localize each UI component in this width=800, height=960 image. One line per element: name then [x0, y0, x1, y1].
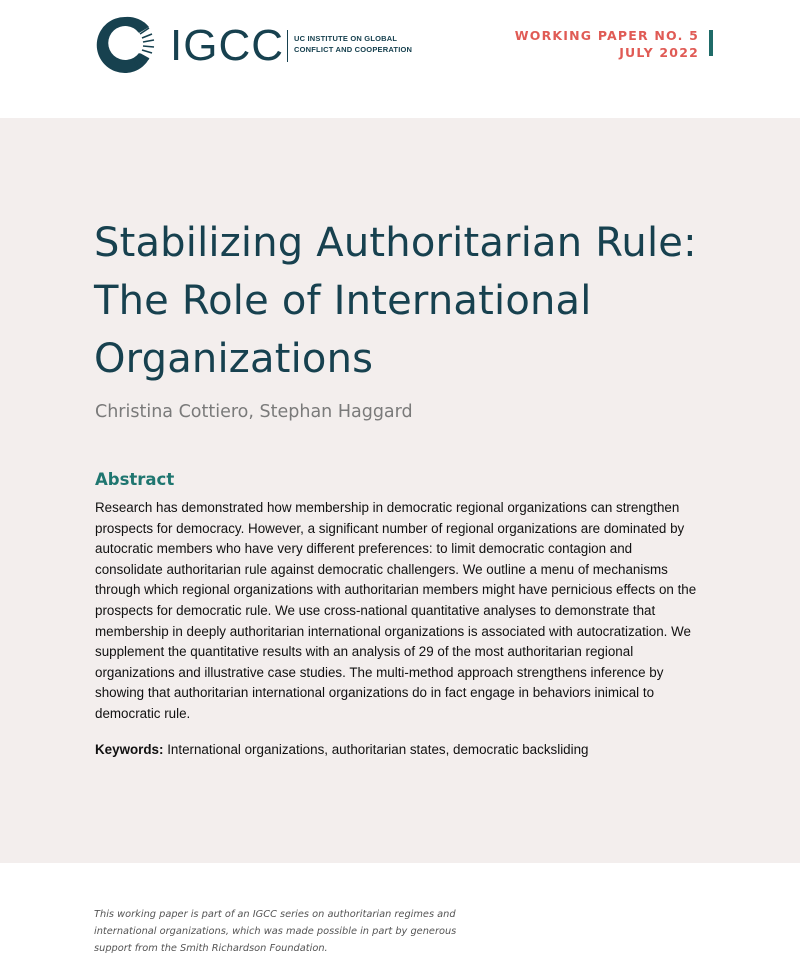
- igcc-logo-icon: [93, 13, 157, 77]
- logo-wordmark: IGCC: [170, 21, 284, 70]
- abstract-heading: Abstract: [95, 470, 175, 489]
- keywords: [95, 742, 588, 757]
- page-header: [0, 0, 800, 118]
- title-line: The Role of International: [94, 278, 592, 324]
- keywords-label: Keywords:: [95, 742, 164, 757]
- abstract-line: organizations and illustrative case studies. The multi-method approach strengthens inference by: [95, 664, 664, 680]
- logo-subtitle: [294, 33, 412, 55]
- title-line: Stabilizing Authoritarian Rule:: [94, 220, 697, 266]
- paper-number: WORKING PAPER NO. 5: [514, 28, 699, 43]
- abstract-line: showing that authoritarian international organizations do in fact engage in behaviors inimical to: [95, 685, 655, 701]
- logo-divider: [287, 30, 288, 62]
- abstract-line: consolidate authoritarian rule against democratic challengers. We outline a menu of mechanisms: [95, 561, 668, 577]
- abstract-line: prospects for democracy. However, a significant number of regional organizations are dominated by: [95, 520, 685, 536]
- abstract-line: democratic rule.: [95, 705, 191, 721]
- paper-meta: [515, 27, 699, 61]
- paper-date: JULY 2022: [619, 45, 699, 60]
- funding-note-line: This working paper is part of an IGCC series on authoritarian regimes and: [94, 909, 456, 920]
- keywords-value: International organizations, authoritarian states, democratic backsliding: [163, 742, 589, 757]
- abstract-body: [95, 498, 710, 725]
- meta-accent-bar: [709, 30, 713, 56]
- abstract-line: supplement the quantitative results with an analysis of 29 of the most authoritarian regional: [95, 644, 634, 660]
- abstract-line: Research has demonstrated how membership in democratic regional organizations can strengthen: [95, 500, 680, 515]
- abstract-line: prospects for democratic rule. We use cross-national quantitative analyses to demonstrate that: [95, 602, 656, 618]
- paper-authors: Christina Cottiero, Stephan Haggard: [95, 402, 413, 422]
- abstract-line: membership in deeply authoritarian international organizations is associated with autocratization. We: [95, 623, 691, 639]
- abstract-line: autocratic members who have very different preferences: to limit democratic contagion and: [95, 541, 633, 557]
- funding-note-line: international organizations, which was made possible in part by generous: [94, 926, 457, 937]
- paper-title: [94, 214, 734, 388]
- logo-subtitle-line-1: UC INSTITUTE ON GLOBAL: [294, 34, 398, 43]
- logo-subtitle-line-2: CONFLICT AND COOPERATION: [294, 45, 413, 54]
- abstract-line: through which regional organizations with authoritarian members might have pernicious effects on the: [95, 582, 697, 598]
- funding-note: [94, 906, 494, 957]
- title-line: Organizations: [94, 336, 374, 382]
- funding-note-line: support from the Smith Richardson Foundation.: [94, 943, 328, 954]
